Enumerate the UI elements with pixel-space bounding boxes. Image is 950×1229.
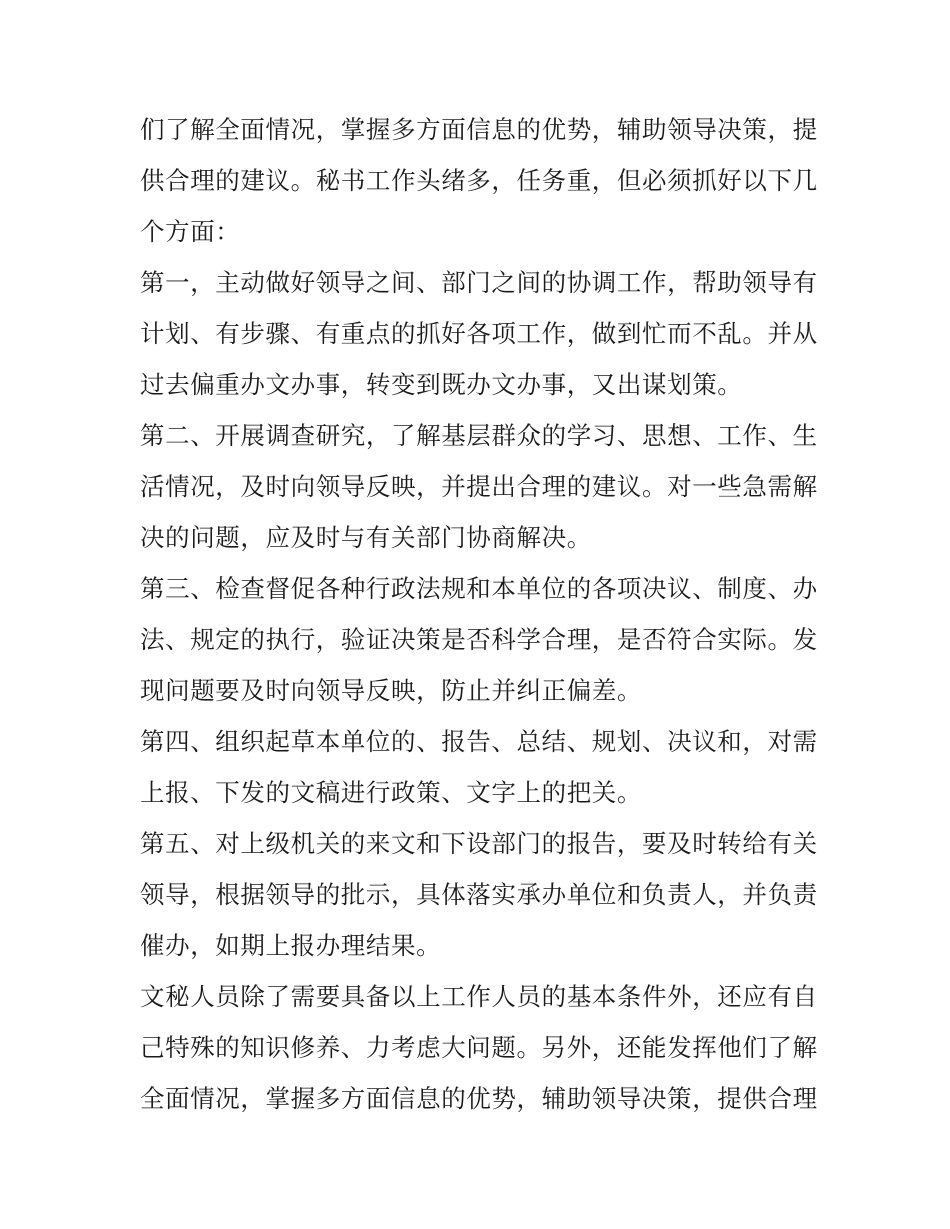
text-line: 第一，主动做好领导之间、部门之间的协调工作，帮助领导有 — [140, 268, 818, 297]
text-line: 过去偏重办文办事，转变到既办文办事，又出谋划策。 — [140, 370, 743, 399]
text-line: 供合理的建议。秘书工作头绪多，任务重，但必须抓好以下几 — [140, 166, 818, 195]
text-line: 计划、有步骤、有重点的抓好各项工作，做到忙而不乱。并从 — [140, 319, 818, 348]
text-line: 文秘人员除了需要具备以上工作人员的基本条件外，还应有自 — [140, 982, 818, 1011]
text-line: 现问题要及时向领导反映，防止并纠正偏差。 — [140, 676, 642, 705]
text-line: 领导，根据领导的批示，具体落实承办单位和负责人，并负责 — [140, 880, 818, 909]
text-line: 活情况，及时向领导反映，并提出合理的建议。对一些急需解 — [140, 472, 818, 501]
text-line: 法、规定的执行，验证决策是否科学合理，是否符合实际。发 — [140, 625, 818, 654]
text-line: 第二、开展调查研究，了解基层群众的学习、思想、工作、生 — [140, 421, 818, 450]
text-line: 催办，如期上报办理结果。 — [140, 931, 442, 960]
text-line: 决的问题，应及时与有关部门协商解决。 — [140, 523, 592, 552]
text-line: 第三、检查督促各种行政法规和本单位的各项决议、制度、办 — [140, 574, 818, 603]
text-line: 个方面： — [140, 217, 241, 246]
text-line: 们了解全面情况，掌握多方面信息的优势，辅助领导决策，提 — [140, 115, 818, 144]
text-line: 己特殊的知识修养、力考虑大问题。另外，还能发挥他们了解 — [140, 1033, 818, 1062]
text-line: 全面情况，掌握多方面信息的优势，辅助领导决策，提供合理 — [140, 1084, 818, 1113]
text-line: 第五、对上级机关的来文和下设部门的报告，要及时转给有关 — [140, 829, 818, 858]
text-line: 第四、组织起草本单位的、报告、总结、规划、决议和，对需 — [140, 727, 818, 756]
text-line: 上报、下发的文稿进行政策、文字上的把关。 — [140, 778, 642, 807]
